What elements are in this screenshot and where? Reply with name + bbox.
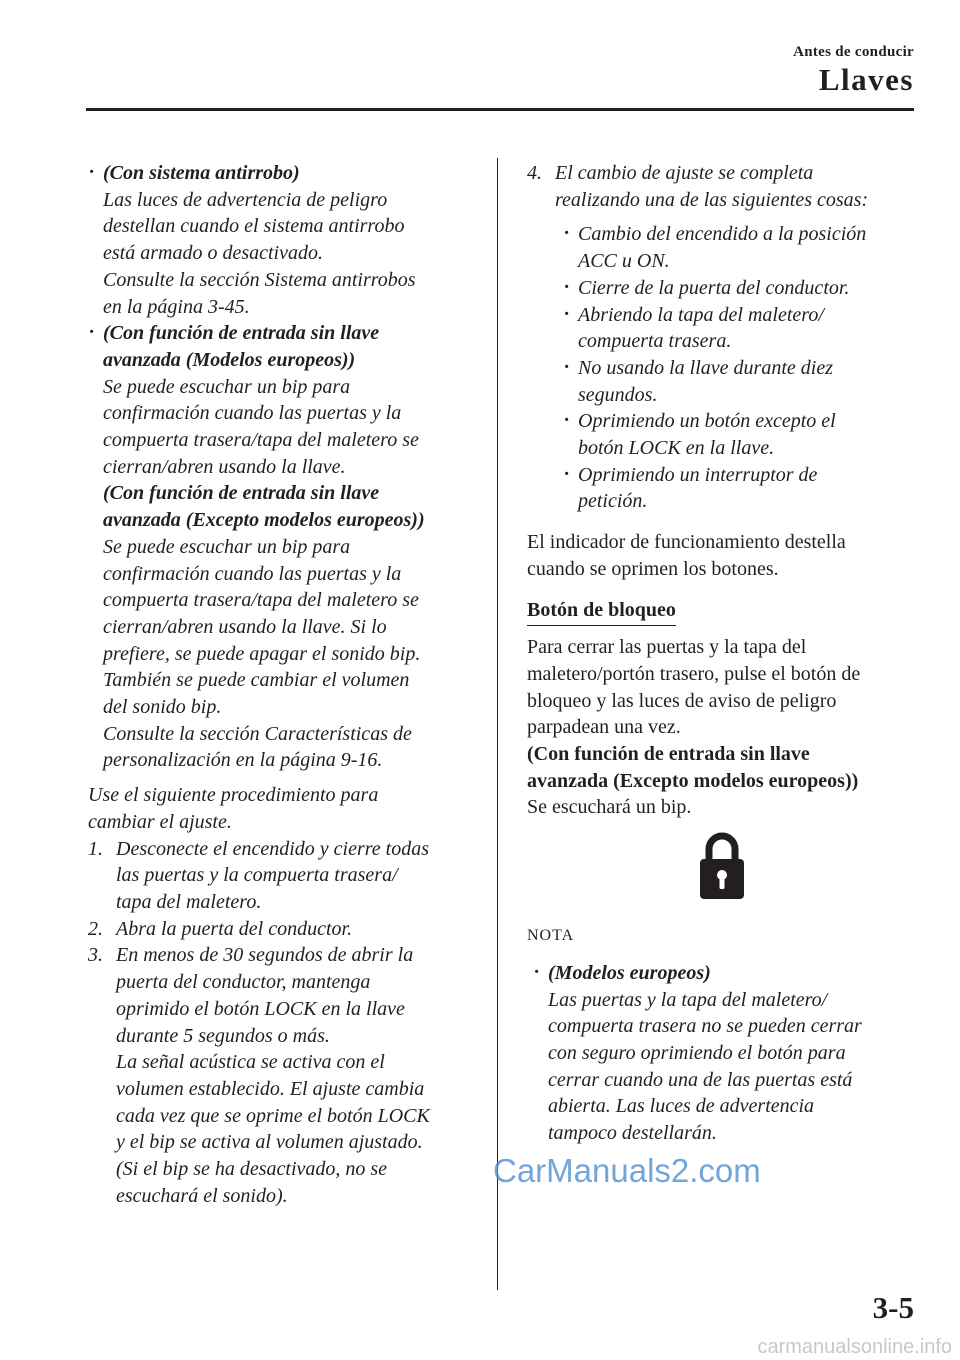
text-line: escuchará el sonido). (116, 1184, 288, 1207)
text-line: prefiere, se puede apagar el sonido bip. (103, 642, 421, 665)
section-heading: Botón de bloqueo (527, 597, 676, 627)
text-line: con seguro oprimiendo el botón para (548, 1041, 846, 1064)
text-line: · Cierre de la puerta del conductor. (578, 276, 850, 299)
text-line: petición. (578, 490, 648, 513)
bullet-anti-theft (88, 160, 488, 320)
step-2 (88, 916, 488, 943)
text-line: Se puede escuchar un bip para (103, 535, 351, 558)
text-line: compuerta trasera/tapa del maletero se (103, 429, 419, 452)
header-rule (86, 108, 914, 111)
footer-watermark: carmanualsonline.info (757, 1336, 952, 1358)
text-line: · Oprimiendo un botón excepto el (578, 410, 836, 433)
text-line: (Si el bip se ha desactivado, no se (116, 1158, 388, 1181)
text-line: maletero/portón trasero, pulse el botón de (527, 662, 861, 685)
right-column (527, 160, 917, 1147)
text-line: (Con función de entrada sin llave (527, 743, 810, 766)
text-line: compuerta trasera no se pueden cerrar (548, 1015, 862, 1038)
text-line: Consulte la sección Sistema antirrobos (103, 268, 416, 291)
bullet-title: (Con función de entrada sin llave (103, 482, 380, 505)
lock-paragraph (527, 634, 917, 821)
text-line: bloqueo y las luces de aviso de peligro (527, 689, 837, 712)
text-line: parpadean una vez. (527, 716, 681, 739)
list-item (563, 355, 917, 408)
bullet-title: avanzada (Modelos europeos)) (103, 348, 356, 371)
step-1 (88, 836, 488, 916)
text-line: durante 5 segundos o más. (116, 1024, 330, 1047)
step-3 (88, 942, 488, 1209)
text-line: del sonido bip. (103, 696, 222, 719)
page-title: Llaves (818, 62, 914, 97)
step-number: 3. (88, 944, 103, 967)
intro-paragraph (88, 782, 488, 835)
text-line: volumen establecido. El ajuste cambia (116, 1077, 425, 1100)
step-number: 4. (527, 162, 542, 184)
padlock-icon (697, 829, 747, 901)
bullet-title: · (Con función de entrada sin llave (103, 322, 380, 345)
text-line: avanzada (Excepto modelos europeos)) (527, 769, 859, 792)
text-line: cada vez que se oprime el botón LOCK (116, 1104, 430, 1127)
text-line: Abra la puerta del conductor. (116, 917, 353, 940)
text-line: Se escuchará un bip. (527, 796, 692, 819)
text-line: Use el siguiente procedimiento para (88, 784, 379, 807)
step-number: 2. (88, 917, 103, 940)
text-line: El cambio de ajuste se completa (555, 162, 814, 184)
text-line: realizando una de las siguientes cosas: (555, 188, 869, 211)
text-line: compuerta trasera/tapa del maletero se (103, 589, 419, 612)
text-line: segundos. (578, 383, 658, 406)
step-4-options (563, 221, 917, 515)
text-line: confirmación cuando las puertas y la (103, 402, 402, 425)
text-line: Las luces de advertencia de peligro (103, 188, 388, 211)
note-block (533, 960, 917, 1147)
text-line: Desconecte el encendido y cierre todas (116, 837, 430, 860)
text-line: · Oprimiendo un interruptor de (578, 463, 818, 486)
text-line: · No usando la llave durante diez (578, 356, 833, 379)
bullet-title: avanzada (Excepto modelos europeos)) (103, 509, 425, 532)
text-line: y el bip se activa al volumen ajustado. (116, 1131, 423, 1154)
left-column (88, 160, 488, 1209)
text-line: Consulte la sección Características de (103, 722, 412, 745)
text-line: botón LOCK en la llave. (578, 437, 775, 460)
list-item (563, 408, 917, 461)
note-title: · (Modelos europeos) (548, 961, 711, 984)
step-number: 1. (88, 837, 103, 860)
text-line: El indicador de funcionamiento destella (527, 531, 846, 554)
text-line: puerta del conductor, mantenga (116, 971, 371, 994)
text-line: Se puede escuchar un bip para (103, 375, 351, 398)
text-line: abierta. Las luces de advertencia (548, 1095, 815, 1118)
text-line: en la página 3-45. (103, 295, 250, 318)
lock-symbol-area (527, 821, 917, 913)
text-line: ACC u ON. (578, 250, 670, 273)
text-line: En menos de 30 segundos de abrir la (116, 944, 414, 967)
list-item (563, 462, 917, 515)
text-line: · Abriendo la tapa del maletero/ (578, 303, 824, 326)
watermark: CarManuals2.com (493, 1152, 761, 1189)
bullet-keyless-entry (88, 320, 488, 774)
list-item (563, 302, 917, 355)
text-line: las puertas y la compuerta trasera/ (116, 864, 398, 887)
text-line: personalización en la página 9-16. (103, 749, 383, 772)
text-line: cierran/abren usando la llave. Si lo (103, 615, 387, 638)
text-line: cuando se oprimen los botones. (527, 557, 779, 580)
indicator-paragraph (527, 529, 917, 582)
text-line: Para cerrar las puertas y la tapa del (527, 636, 807, 659)
text-line: tapa del maletero. (116, 890, 262, 913)
section-label: Antes de conducir (793, 44, 914, 60)
text-line: oprimido el botón LOCK en la llave (116, 997, 405, 1020)
column-divider (497, 158, 498, 1290)
text-line: destellan cuando el sistema antirrobo (103, 215, 405, 238)
text-line: confirmación cuando las puertas y la (103, 562, 402, 585)
step-4 (527, 160, 917, 213)
bullet-title: · (Con sistema antirrobo) (103, 162, 300, 184)
text-line: cierran/abren usando la llave. (103, 455, 346, 478)
text-line: cambiar el ajuste. (88, 810, 232, 833)
list-item (563, 221, 917, 274)
text-line: tampoco destellarán. (548, 1122, 717, 1145)
list-item (563, 275, 917, 302)
text-line: cerrar cuando una de las puertas está (548, 1068, 853, 1091)
text-line: compuerta trasera. (578, 330, 732, 353)
note-bullet (533, 960, 917, 1147)
text-line: Las puertas y la tapa del maletero/ (548, 988, 828, 1011)
note-label: NOTA (527, 927, 575, 945)
text-line: La señal acústica se activa con el (116, 1051, 385, 1074)
text-line: · Cambio del encendido a la posición (578, 223, 867, 246)
text-line: También se puede cambiar el volumen (103, 669, 410, 692)
page-number: 3-5 (872, 1290, 914, 1325)
text-line: está armado o desactivado. (103, 242, 323, 265)
